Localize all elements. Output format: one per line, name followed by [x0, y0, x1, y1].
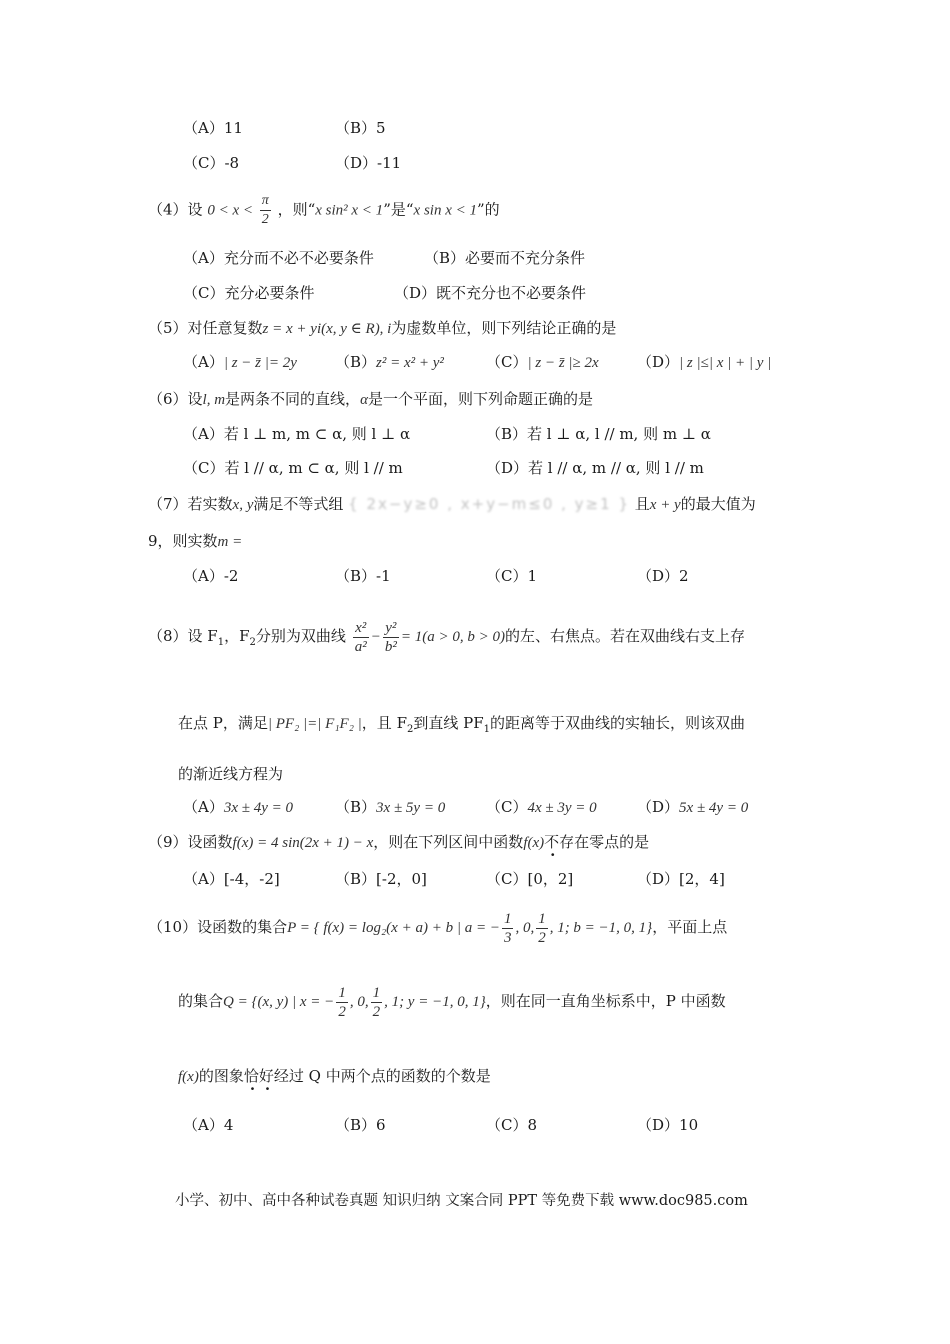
q6-expr1: l, m — [202, 392, 226, 408]
q5-stem — [148, 318, 616, 339]
q8-mid1: ，F — [224, 627, 250, 645]
q8-minus: − — [370, 629, 381, 645]
q8-line2-b: ，且 F — [361, 714, 407, 732]
q6-stem — [148, 389, 593, 410]
q8-eq: = 1(a > 0, b > 0) — [400, 629, 505, 645]
q6-option-a: （A）若 l ⊥ m, m ⊂ α, 则 l ⊥ α — [183, 425, 411, 443]
q5-d-label: （D） — [637, 353, 680, 371]
q10-expr1: P = { f(x) = log₂(x + a) + b | a = − — [287, 920, 500, 936]
q5-suffix: 为虚数单位，则下列结论正确的是 — [391, 319, 617, 337]
q8-line3: 的渐近线方程为 — [178, 765, 284, 783]
q10-frac3 — [336, 984, 348, 1021]
q4-mid2: ”是“ — [383, 200, 414, 219]
q7-mid: 满足不等式组 — [253, 495, 344, 513]
q5-expr: z = x + yi(x, y ∈ R), i — [262, 321, 392, 337]
q10-option-b: （B）6 — [335, 1116, 386, 1134]
q4-option-b: （B）必要而不充分条件 — [424, 249, 586, 267]
q10-frac4-num: 1 — [372, 984, 381, 1001]
q4-expr1: x sin² x < 1 — [315, 202, 384, 219]
q9-emph: 不 — [544, 833, 560, 851]
q8-c-label: （C） — [486, 798, 528, 816]
q10-frac1-num: 1 — [503, 910, 512, 927]
q3-option-a: （A）11 — [183, 119, 243, 137]
q5-b-label: （B） — [335, 353, 377, 371]
q5-d-expr: | z |≤| x | + | y | — [679, 355, 772, 371]
q7-stem — [148, 494, 756, 515]
q5-c-label: （C） — [486, 353, 528, 371]
q7-expr1: x, y — [232, 497, 254, 513]
q3-option-b: （B）5 — [335, 119, 386, 137]
q4-option-a: （A）充分而不必不必要条件 — [183, 249, 374, 267]
q10-option-d: （D）10 — [637, 1116, 699, 1134]
q10-line2-b: ，则在同一直角坐标系中，P 中函数 — [485, 992, 726, 1010]
q10-frac1 — [502, 910, 514, 947]
q10-line3-expr: f(x) — [178, 1069, 199, 1085]
q9-stem — [148, 832, 649, 853]
q8-sub1: 1 — [217, 637, 225, 648]
q8-line2-c: 到直线 PF — [413, 714, 484, 732]
q8-stem-line2 — [178, 713, 745, 740]
q8-line2-sub: 2 — [406, 724, 414, 735]
q8-b-label: （B） — [335, 798, 377, 816]
q8-frac-y-den: b² — [384, 638, 397, 655]
q6-mid: 是两条不同的直线， — [225, 390, 361, 408]
q10-line2-expr: Q = {(x, y) | x = − — [223, 994, 335, 1010]
q4-option-c: （C）充分必要条件 — [183, 284, 315, 302]
q8-mid2: 分别为双曲线 — [255, 627, 346, 645]
q4-mid1: ，则“ — [277, 200, 316, 219]
q10-emph2: 好 — [258, 1067, 274, 1085]
q3-option-c: （C）-8 — [183, 154, 240, 172]
q5-option-a — [183, 352, 297, 373]
q5-b-expr: z² = x² + y² — [376, 355, 444, 371]
q8-frac-y-num: y² — [383, 619, 399, 638]
q10-stem-line3 — [178, 1066, 491, 1087]
q6-suffix: 是一个平面，则下列命题正确的是 — [367, 390, 593, 408]
q6-option-b: （B）若 l ⊥ α, l // m, 则 m ⊥ α — [486, 425, 711, 443]
q8-option-a — [183, 797, 293, 818]
q10-suffix: ，平面上点 — [652, 918, 728, 936]
q8-frac-x-num: x² — [353, 619, 369, 638]
q8-b-expr: 3x ± 5y = 0 — [376, 800, 446, 816]
q7-line2-expr: m = — [217, 534, 243, 550]
q4-option-d: （D）既不充分也不必要条件 — [394, 284, 587, 302]
q4-prefix: （4）设 — [148, 200, 203, 219]
q7-suffix: 的最大值为 — [680, 495, 756, 513]
q10-line2-a: 的集合 — [178, 992, 224, 1010]
q4-suffix: ”的 — [476, 200, 500, 219]
q4-frac-den: 2 — [261, 212, 269, 227]
q8-option-d — [637, 797, 748, 818]
q7-expr2: x + y — [649, 497, 681, 513]
q5-option-d — [637, 352, 771, 373]
q9-option-d: （D）[2，4] — [637, 870, 725, 888]
q8-option-c — [486, 797, 597, 818]
q4-stem — [148, 192, 500, 229]
q10-line2-expr2: , 0, — [349, 994, 369, 1010]
q10-frac4-den: 2 — [372, 1003, 381, 1020]
q7-stem-line2 — [148, 531, 242, 552]
q4-expr2: x sin x < 1 — [413, 202, 477, 219]
q5-a-label: （A） — [183, 353, 224, 371]
q7-option-b: （B）-1 — [335, 567, 391, 585]
q8-a-expr: 3x ± 4y = 0 — [223, 800, 294, 816]
q8-d-label: （D） — [637, 798, 680, 816]
q7-option-a: （A）-2 — [183, 567, 239, 585]
q8-suffix: 的左、右焦点。若在双曲线右支上存 — [504, 627, 745, 645]
q8-frac-x — [353, 619, 369, 656]
q7-mid2: 且 — [634, 495, 650, 513]
q8-line2-expr: | PF₂ |=| F₁F₂ | — [267, 716, 362, 732]
q10-option-c: （C）8 — [486, 1116, 538, 1134]
q10-expr1b: , 0, — [515, 920, 535, 936]
q10-frac2-num: 1 — [538, 910, 546, 927]
q10-line2-expr3: , 1; y = −1, 0, 1} — [384, 994, 486, 1010]
q9-prefix: （9）设函数 — [148, 833, 233, 851]
q8-line2-d: 的距离等于双曲线的实轴长，则该双曲 — [490, 714, 746, 732]
page-footer: 小学、初中、高中各种试卷真题 知识归纳 文案合同 PPT 等免费下载 www.doc985.com — [175, 1193, 748, 1209]
q10-frac1-den: 3 — [503, 929, 512, 946]
q5-c-expr: | z − z̄ |≥ 2x — [527, 355, 599, 371]
q10-prefix: （10）设函数的集合 — [148, 918, 288, 936]
q10-frac3-den: 2 — [338, 1003, 346, 1020]
q5-option-b — [335, 352, 444, 373]
q3-option-d: （D）-11 — [335, 154, 402, 172]
q10-frac4 — [371, 984, 383, 1021]
q10-line3-b: 经过 Q 中两个点的函数的个数是 — [273, 1067, 491, 1085]
q4-frac-num: π — [260, 192, 271, 211]
q8-option-b — [335, 797, 445, 818]
q7-option-d: （D）2 — [637, 567, 689, 585]
q5-a-expr: | z − z̄ |= 2y — [223, 355, 297, 371]
q4-fraction — [260, 192, 271, 229]
q10-frac2 — [536, 910, 548, 947]
q9-mid: ，则在下列区间中函数 — [373, 833, 524, 851]
q8-frac-y — [383, 619, 399, 656]
q9-option-c: （C）[0，2] — [486, 870, 574, 888]
q6-prefix: （6）设 — [148, 390, 203, 408]
q8-a-label: （A） — [183, 798, 224, 816]
q6-expr2: α — [360, 392, 368, 408]
q10-stem — [148, 905, 727, 950]
q8-prefix: （8）设 F — [148, 627, 218, 645]
q8-stem — [148, 614, 745, 665]
q6-option-c: （C）若 l // α, m ⊂ α, 则 l // m — [183, 459, 403, 477]
q9-option-a: （A）[-4，-2] — [183, 870, 280, 888]
q7-inequality-system: { 2x−y≥0 , x+y−m≤0 , y≥1 } — [348, 495, 630, 513]
q9-option-b: （B）[-2，0] — [335, 870, 427, 888]
q9-expr2: f(x) — [523, 835, 545, 851]
q10-frac3-num: 1 — [338, 984, 346, 1001]
q10-emph1: 恰 — [243, 1067, 259, 1085]
q8-line2-a: 在点 P，满足 — [178, 714, 268, 732]
q8-frac-x-den: a² — [354, 638, 367, 655]
q5-prefix: （5）对任意复数 — [148, 319, 263, 337]
q4-cond: 0 < x < — [207, 202, 253, 219]
q8-c-expr: 4x ± 3y = 0 — [527, 800, 597, 816]
q10-option-a: （A）4 — [183, 1116, 234, 1134]
q7-prefix: （7）若实数 — [148, 495, 233, 513]
q7-line2: 9，则实数 — [148, 532, 218, 550]
q9-expr: f(x) = 4 sin(2x + 1) − x — [232, 835, 374, 851]
q8-sub2: 2 — [249, 637, 256, 648]
q5-option-c — [486, 352, 599, 373]
q9-suffix: 存在零点的是 — [559, 833, 650, 851]
q10-expr1c: , 1; b = −1, 0, 1} — [549, 920, 653, 936]
q8-line2-sub2: 1 — [483, 724, 491, 735]
q10-line3-a: 的图象 — [198, 1067, 244, 1085]
q10-frac2-den: 2 — [538, 929, 546, 946]
q10-stem-line2 — [178, 979, 726, 1024]
q8-d-expr: 5x ± 4y = 0 — [679, 800, 749, 816]
q6-option-d: （D）若 l // α, m // α, 则 l // m — [486, 459, 704, 477]
q7-option-c: （C）1 — [486, 567, 538, 585]
